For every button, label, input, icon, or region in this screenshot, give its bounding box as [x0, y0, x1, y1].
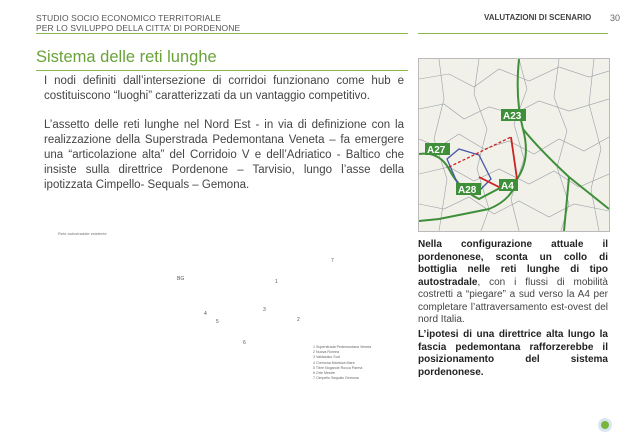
side-paragraph-1 — [418, 239, 608, 327]
network-number-7: 7 — [331, 258, 334, 264]
section-label: VALUTAZIONI DI SCENARIO — [484, 13, 592, 22]
network-number-1: 1 — [275, 279, 278, 285]
org-header — [36, 13, 240, 33]
header-divider — [36, 33, 408, 34]
network-number-4: 4 — [204, 311, 207, 317]
org-line-1: STUDIO SOCIO ECONOMICO TERRITORIALE — [36, 13, 222, 23]
label-a23: A23 — [503, 111, 522, 122]
legend-item: 5 Tibre Nogarole Rocca Parma — [313, 365, 363, 370]
legend-item: 2 Nuova Romea — [313, 350, 339, 355]
highway-labels — [425, 109, 526, 196]
network-number-6: 6 — [243, 340, 246, 346]
network-number-5: 5 — [216, 319, 219, 325]
network-label-bg: BG — [177, 276, 185, 282]
side-paragraph-1-rest: , con i flussi di mobilità costretti a “piegare” a sud verso la A4 per completare l’attraversamento est-ovest del nord Italia. — [418, 276, 608, 325]
proposed-route — [449, 137, 511, 167]
page-title: Sistema delle reti lunghe — [36, 48, 217, 66]
side-paragraph-1-bold: Nella configurazione attuale il pordenonese, sconta un collo di bottiglia nelle reti lunghe di tipo autostradale — [418, 239, 608, 288]
legend-item: 7 Cimpello Sequals Gemona — [313, 376, 359, 381]
legend-item: 3 Valdastico Sud — [313, 355, 340, 360]
org-line-2: PER LO SVILUPPO DELLA CITTA’ DI PORDENONE — [36, 23, 241, 33]
label-a4: A4 — [501, 181, 514, 192]
legend-item: 4 Cremona Mantova Mare — [313, 360, 355, 365]
header-divider-right — [418, 33, 608, 34]
map-drawing — [419, 59, 609, 231]
title-divider — [36, 70, 408, 71]
network-legend — [313, 345, 371, 381]
regional-map — [418, 58, 610, 232]
body-paragraph: L’assetto delle reti lunghe nel Nord Est - in via di definizione con la realizzazione della Superstrada Pedemontana Veneta – fa emergere una “articolazione alta” del Corridoio V e dell’Adriatico - Baltico che insiste sulla direttrice Pordenone – Tarvisio, lungo l’asse della ipotizzata Cimpello- Sequals – Gemona. — [44, 119, 404, 191]
decorative-dot-icon — [598, 418, 612, 432]
network-number-2: 2 — [297, 317, 300, 323]
label-a28: A28 — [458, 185, 477, 196]
network-map-label: Rete autostradale esistente — [58, 231, 107, 236]
legend-item: 6 Orte Mestre — [313, 371, 335, 376]
label-a27: A27 — [427, 145, 446, 156]
page-number: 30 — [610, 13, 621, 23]
legend-item: 1 Superstrada Pedemontana Veneta — [313, 345, 372, 349]
side-paragraph-2: L’ipotesi di una direttrice alta lungo la fascia pedemontana rafforzerebbe il posizionamento del sistema pordenonese. — [418, 329, 608, 378]
intro-paragraph: I nodi definiti dall’intersezione di corridoi funzionano come hub e costituiscono “luoghi” caratterizzati da un vantaggio competitivo. — [44, 75, 404, 102]
network-number-3: 3 — [263, 307, 266, 313]
